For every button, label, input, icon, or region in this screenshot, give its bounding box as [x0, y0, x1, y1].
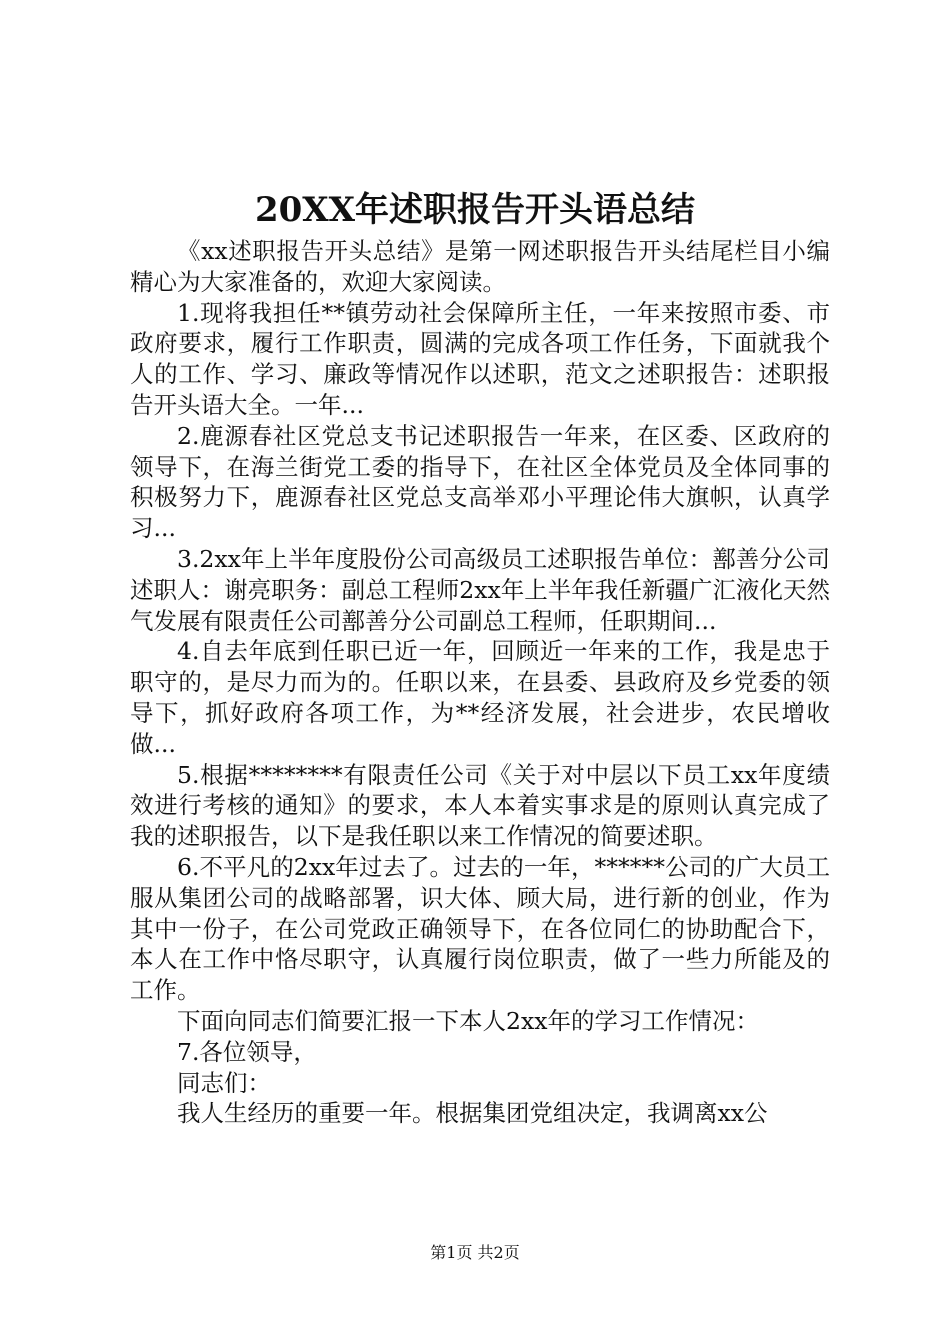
paragraph-report-intro: 下面向同志们简要汇报一下本人2xx年的学习工作情况：	[177, 1006, 759, 1035]
paragraph-continuation: 我人生经历的重要一年。根据集团党组决定，我调离xx公	[177, 1099, 768, 1128]
paragraph-item-6: 6.不平凡的2xx年过去了。过去的一年，******公司的广大员工服从集团公司的战略部署，识大体、顾大局，进行新的创业，作为其中一份子，在公司党政正确领导下，在各位同仁的协助配合下，本人在工作中恪尽职守，认真履行岗位职责，做了一些力所能及的工作。	[130, 852, 830, 1005]
page-footer: 第1页 共2页	[430, 1243, 520, 1262]
paragraph-item-3: 3.2xx年上半年度股份公司高级员工述职报告单位：鄯善分公司述职人：谢亮职务：副总工程师2xx年上半年我任新疆广汇液化天然气发展有限责任公司鄯善分公司副总工程师，任职期间...	[130, 544, 830, 635]
paragraph-intro: 《xx述职报告开头总结》是第一网述职报告开头结尾栏目小编精心为大家准备的，欢迎大家阅读。	[130, 237, 830, 296]
paragraph-item-5: 5.根据********有限责任公司《关于对中层以下员工xx年度绩效进行考核的通知》的要求，本人本着实事求是的原则认真完成了我的述职报告，以下是我任职以来工作情况的简要述职。	[130, 760, 830, 851]
paragraph-item-7: 7.各位领导，	[177, 1037, 317, 1066]
paragraph-item-4: 4.自去年底到任职已近一年，回顾近一年来的工作，我是忠于职守的，是尽力而为的。任职以来，在县委、县政府及乡党委的领导下，抓好政府各项工作，为**经济发展，社会进步，农民增收做...	[130, 637, 830, 758]
paragraph-item-1: 1.现将我担任**镇劳动社会保障所主任，一年来按照市委、市政府要求，履行工作职责，圆满的完成各项工作任务，下面就我个人的工作、学习、廉政等情况作以述职，范文之述职报告：述职报告开头语大全。一年...	[130, 298, 830, 419]
paragraph-item-2: 2.鹿源春社区党总支书记述职报告一年来，在区委、区政府的领导下，在海兰街党工委的指导下，在社区全体党员及全体同事的积极努力下，鹿源春社区党总支高举邓小平理论伟大旗帜，认真学习...	[130, 421, 830, 543]
paragraph-salutation: 同志们：	[177, 1068, 271, 1097]
document-body	[130, 236, 830, 1129]
document-title: 20XX年述职报告开头语总结	[254, 190, 696, 230]
